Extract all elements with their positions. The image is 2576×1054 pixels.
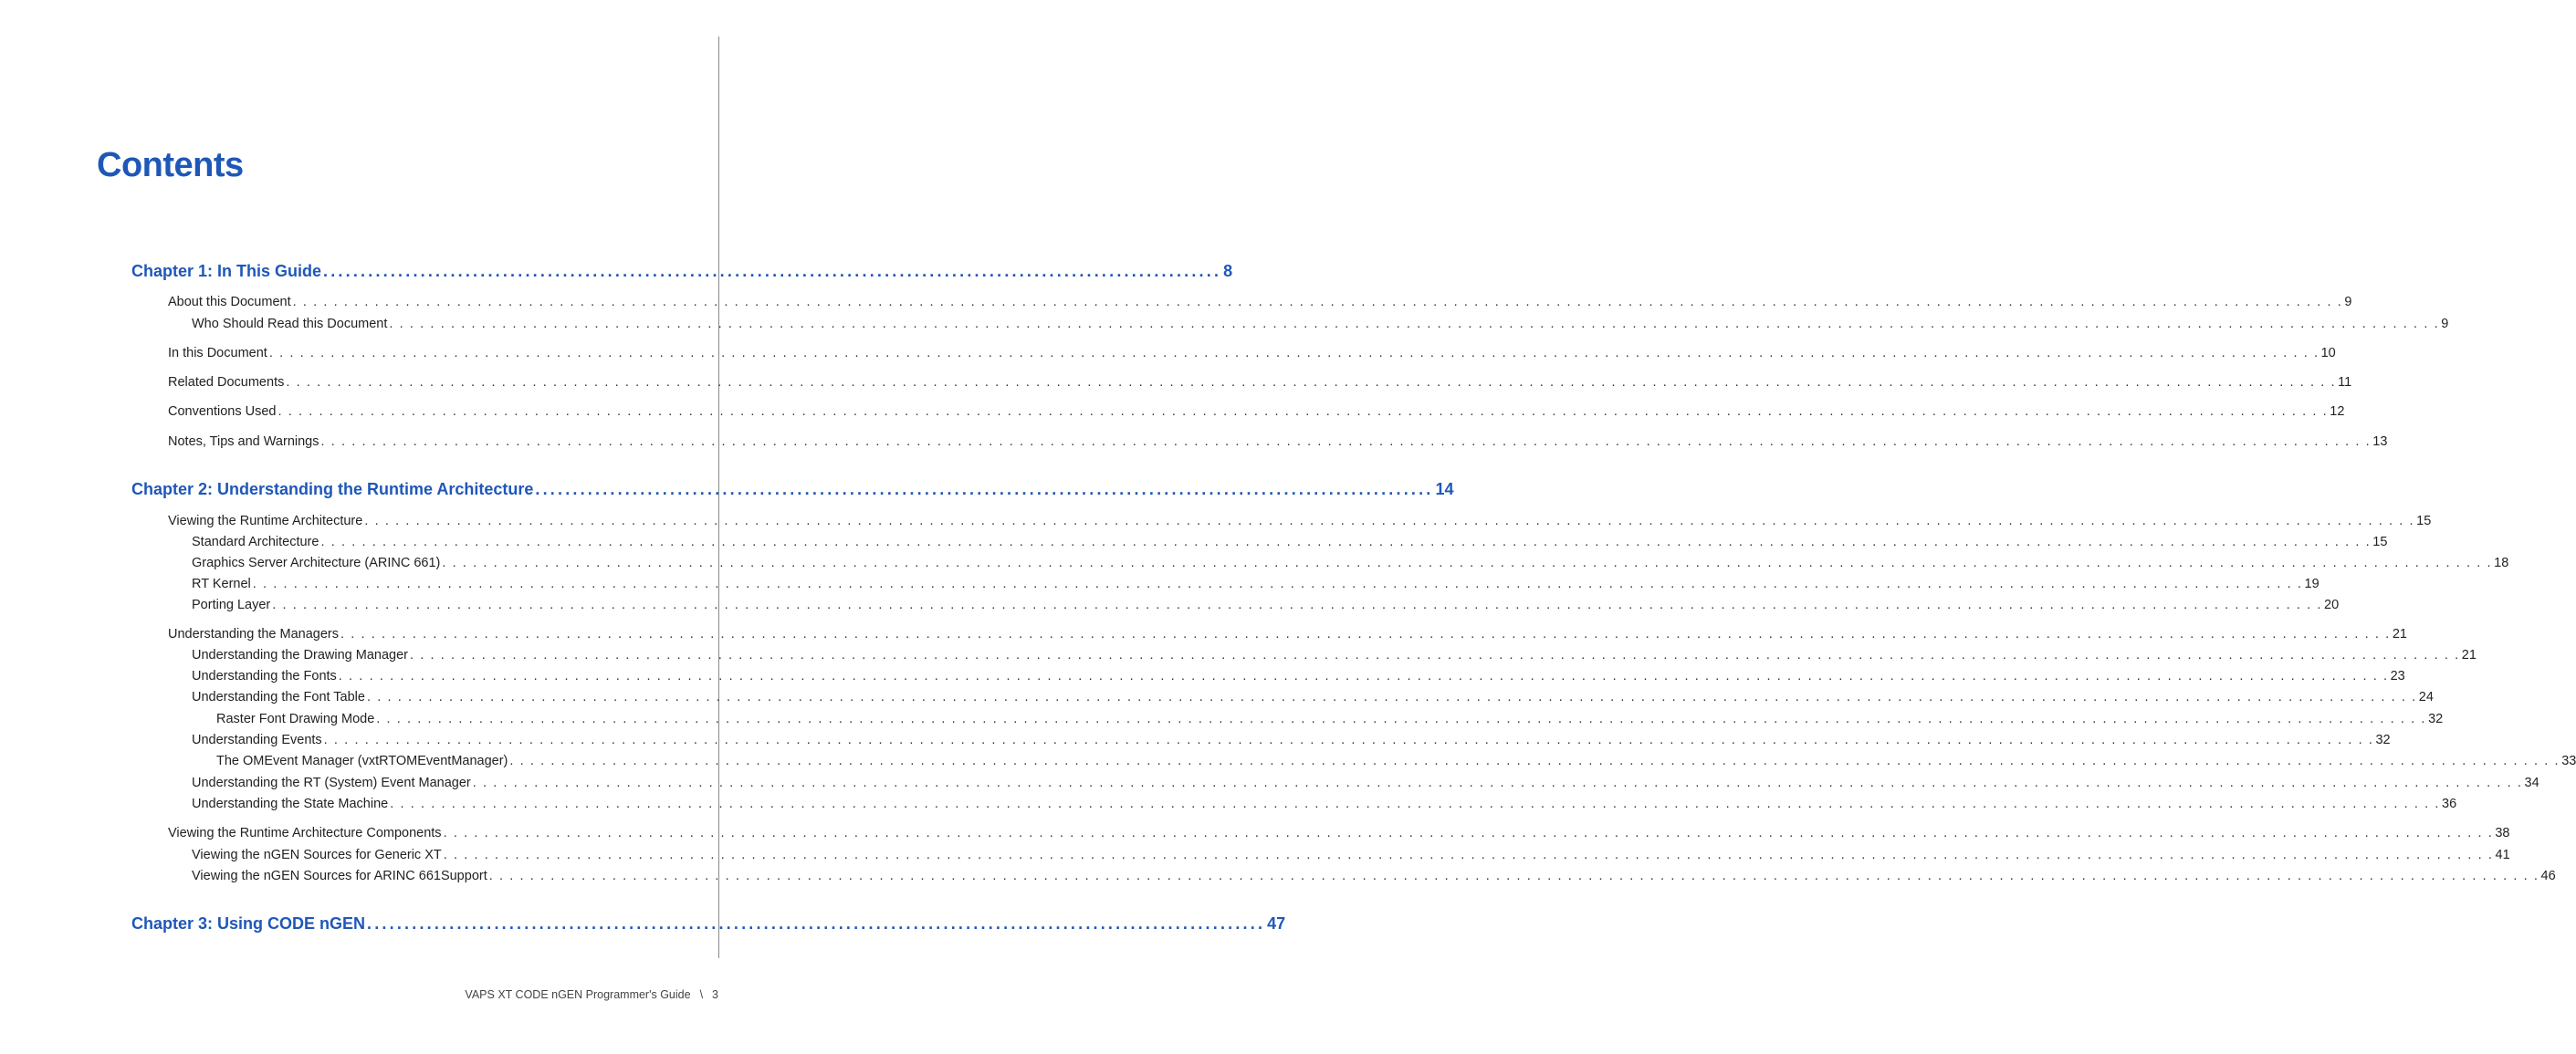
dot-leader: . . . . . . . . . . . . . . . . . . . . . . . . . . . . . . . . . . . . . . . . . . . . . . . . . . . . . . . . . . . . . . . . . . . . . . . . . . . . . . . . . . . . . . . . . . . . . . . . . . . . . . . . . . . . . . . . . . . . . . . . . . . . . . . . . . . . . . . . . . . . . . . . . . . . . . . . . . . . . . . . . . . . . . . . . . . . . . . . . . . . . . . . . . . . . . . . . . . . . . . .: [472, 776, 2523, 790]
toc-page-number: 38: [2495, 826, 2510, 840]
toc-entry-link[interactable]: [168, 434, 2388, 453]
dot-leader: . . . . . . . . . . . . . . . . . . . . . . . . . . . . . . . . . . . . . . . . . . . . . . . . . . . . . . . . . . . . . . . . . . . . . . . . . . . . . . . . . . . . . . . . . . . . . . . . . . . . . . . . . . . . . . . . . . . . . . . . . . . . . . . . . . . . . . . . . . . . . . . . . . . . . . . . . . . . . . . . . . . . . . . . . . . . . . . . . . . . . . . . . . . . . . . . . . . . . . . .: [509, 754, 2560, 768]
toc-entry-label: Understanding Events: [192, 733, 322, 747]
toc-page-number: 19: [2304, 577, 2319, 591]
toc-entry-link[interactable]: [168, 826, 2510, 844]
dot-leader: . . . . . . . . . . . . . . . . . . . . . . . . . . . . . . . . . . . . . . . . . . . . . . . . . . . . . . . . . . . . . . . . . . . . . . . . . . . . . . . . . . . . . . . . . . . . . . . . . . . . . . . . . . . . . . . . . . . . . . . . . . . . . . . . . . . . . . . . . . . . . . . . . . . . . . . . . . . . . . . . . . . . . . . . . . . . . . . . . . . . . . . . . . . . . . . . . . . . . . . .: [338, 669, 2389, 684]
toc-entry-label: Chapter 3: Using CODE nGEN: [131, 914, 366, 933]
dot-leader: . . . . . . . . . . . . . . . . . . . . . . . . . . . . . . . . . . . . . . . . . . . . . . . . . . . . . . . . . . . . . . . . . . . . . . . . . . . . . . . . . . . . . . . . . . . . . . . . . . . . . . . . . . . . . . . . . . . . . . . . . . . . . . . . . . . . . . . . . . . . . . . . . . . . . . . . . . . . . . . . . . . . . . . . . . . . . . . . . . . . . . . . . . . . . . . . . . . . . . . .: [366, 690, 2417, 704]
toc-entry-label: Standard Architecture: [192, 535, 319, 549]
toc-page-number: 9: [2441, 317, 2449, 331]
dot-leader: . . . . . . . . . . . . . . . . . . . . . . . . . . . . . . . . . . . . . . . . . . . . . . . . . . . . . . . . . . . . . . . . . . . . . . . . . . . . . . . . . . . . . . . . . . . . . . . . . . . . . . . . . . . . . . . . . . . . . . . . . . . . . . . . . . . . . . . . . . . . . . . . . . . . . . . . . . . . . . . . . . . . . . . . . . . . . . . . . . . . . . . . . . . . . . . . . . . . . . . .: [272, 598, 2323, 612]
toc-page-number: 21: [2461, 648, 2477, 663]
dot-leader: . . . . . . . . . . . . . . . . . . . . . . . . . . . . . . . . . . . . . . . . . . . . . . . . . . . . . . . . . . . . . . . . . . . . . . . . . . . . . . . . . . . . . . . . . . . . . . . . . . . . . . . . . . . . . . . . . . . . . . . . . . . . . . . . . . . . . . . . . . . . . . . . . . . . . . . . . . . . . . . . . . . . . . . . . . . . . . . . . . . . . . . . . . . . . . . . . . . . . . . .: [286, 375, 2337, 390]
toc-entry-link[interactable]: [192, 535, 2388, 553]
toc-entry-link[interactable]: [168, 404, 2345, 423]
toc-page-number: 18: [2494, 556, 2509, 570]
dot-leader: . . . . . . . . . . . . . . . . . . . . . . . . . . . . . . . . . . . . . . . . . . . . . . . . . . . . . . . . . . . . . . . . . . . . . . . . . . . . . . . . . . . . . . . . . . . . . . . . . . . . . . . . . . . . . . . . . . . . . . . . . . . . . . . . . . . . . . . . . . . . . . . . . . . . . . . . . . . . . . . . . . . . . . . . . . . . . . . . . . . . . . . . . . . . . . . . . . . . . . . .: [364, 514, 2415, 528]
dot-leader: ........................................................................................................................: [323, 262, 1222, 280]
toc-entry-link[interactable]: [192, 776, 2539, 794]
toc-entry-link[interactable]: [192, 797, 2457, 815]
dot-leader: . . . . . . . . . . . . . . . . . . . . . . . . . . . . . . . . . . . . . . . . . . . . . . . . . . . . . . . . . . . . . . . . . . . . . . . . . . . . . . . . . . . . . . . . . . . . . . . . . . . . . . . . . . . . . . . . . . . . . . . . . . . . . . . . . . . . . . . . . . . . . . . . . . . . . . . . . . . . . . . . . . . . . . . . . . . . . . . . . . . . . . . . . . . . . . . . . . . . . . . .: [390, 797, 2441, 811]
toc-entry-label: Understanding the Managers: [168, 627, 340, 642]
toc-entry-label: Chapter 2: Understanding the Runtime Architecture: [131, 480, 534, 498]
dot-leader: . . . . . . . . . . . . . . . . . . . . . . . . . . . . . . . . . . . . . . . . . . . . . . . . . . . . . . . . . . . . . . . . . . . . . . . . . . . . . . . . . . . . . . . . . . . . . . . . . . . . . . . . . . . . . . . . . . . . . . . . . . . . . . . . . . . . . . . . . . . . . . . . . . . . . . . . . . . . . . . . . . . . . . . . . . . . . . . . . . . . . . . . . . . . . . . . . . . . . . . .: [443, 848, 2494, 862]
toc-entry-link[interactable]: [168, 346, 2336, 364]
dot-leader: . . . . . . . . . . . . . . . . . . . . . . . . . . . . . . . . . . . . . . . . . . . . . . . . . . . . . . . . . . . . . . . . . . . . . . . . . . . . . . . . . . . . . . . . . . . . . . . . . . . . . . . . . . . . . . . . . . . . . . . . . . . . . . . . . . . . . . . . . . . . . . . . . . . . . . . . . . . . . . . . . . . . . . . . . . . . . . . . . . . . . . . . . . . . . . . . . . . . . . . .: [292, 295, 2343, 309]
dot-leader: ........................................................................................................................: [367, 914, 1266, 933]
toc-entry-label: Conventions Used: [168, 404, 277, 419]
toc-entry-link[interactable]: [192, 556, 2509, 574]
dot-leader: . . . . . . . . . . . . . . . . . . . . . . . . . . . . . . . . . . . . . . . . . . . . . . . . . . . . . . . . . . . . . . . . . . . . . . . . . . . . . . . . . . . . . . . . . . . . . . . . . . . . . . . . . . . . . . . . . . . . . . . . . . . . . . . . . . . . . . . . . . . . . . . . . . . . . . . . . . . . . . . . . . . . . . . . . . . . . . . . . . . . . . . . . . . . . . . . . . . . . . . .: [340, 627, 2391, 642]
footer-doc-title: VAPS XT CODE nGEN Programmer's Guide: [465, 988, 691, 1001]
toc-entry-label: Understanding the State Machine: [192, 797, 389, 811]
toc-entry-label: Understanding the RT (System) Event Manager: [192, 776, 471, 790]
dot-leader: . . . . . . . . . . . . . . . . . . . . . . . . . . . . . . . . . . . . . . . . . . . . . . . . . . . . . . . . . . . . . . . . . . . . . . . . . . . . . . . . . . . . . . . . . . . . . . . . . . . . . . . . . . . . . . . . . . . . . . . . . . . . . . . . . . . . . . . . . . . . . . . . . . . . . . . . . . . . . . . . . . . . . . . . . . . . . . . . . . . . . . . . . . . . . . . . . . . . . . . .: [323, 733, 2374, 747]
toc-page-number: 32: [2428, 712, 2444, 726]
toc-entry-link[interactable]: [192, 848, 2510, 866]
toc-page-number: 24: [2418, 690, 2434, 704]
toc-page-number: 23: [2390, 669, 2405, 684]
toc-page-number: 33: [2561, 754, 2576, 768]
dot-leader: . . . . . . . . . . . . . . . . . . . . . . . . . . . . . . . . . . . . . . . . . . . . . . . . . . . . . . . . . . . . . . . . . . . . . . . . . . . . . . . . . . . . . . . . . . . . . . . . . . . . . . . . . . . . . . . . . . . . . . . . . . . . . . . . . . . . . . . . . . . . . . . . . . . . . . . . . . . . . . . . . . . . . . . . . . . . . . . . . . . . . . . . . . . . . . . . . . . . . . . .: [320, 535, 2372, 549]
toc-entry-label: Viewing the nGEN Sources for Generic XT: [192, 848, 442, 862]
toc-page-number: 11: [2338, 375, 2352, 390]
page-title: Contents: [97, 146, 244, 184]
toc-entry-link[interactable]: [192, 577, 2319, 595]
dot-leader: . . . . . . . . . . . . . . . . . . . . . . . . . . . . . . . . . . . . . . . . . . . . . . . . . . . . . . . . . . . . . . . . . . . . . . . . . . . . . . . . . . . . . . . . . . . . . . . . . . . . . . . . . . . . . . . . . . . . . . . . . . . . . . . . . . . . . . . . . . . . . . . . . . . . . . . . . . . . . . . . . . . . . . . . . . . . . . . . . . . . . . . . . . . . . . . . . . . . . . . .: [442, 556, 2493, 570]
toc-entry-link[interactable]: [168, 295, 2352, 313]
toc-page-number: 34: [2524, 776, 2539, 790]
page-footer: [465, 988, 718, 1001]
toc-chapter-link[interactable]: [131, 262, 1233, 284]
toc-page-number: 14: [1435, 480, 1454, 498]
toc-entry-label: Understanding the Font Table: [192, 690, 365, 704]
toc-entry-label: Related Documents: [168, 375, 285, 390]
toc-entry-label: Understanding the Drawing Manager: [192, 648, 408, 663]
toc-page-number: 46: [2540, 869, 2556, 883]
toc-entry-link[interactable]: [168, 514, 2432, 532]
toc-page-number: 8: [1223, 262, 1233, 280]
toc-entry-link[interactable]: [216, 754, 2576, 772]
footer-page-number: 3: [712, 988, 718, 1001]
dot-leader: . . . . . . . . . . . . . . . . . . . . . . . . . . . . . . . . . . . . . . . . . . . . . . . . . . . . . . . . . . . . . . . . . . . . . . . . . . . . . . . . . . . . . . . . . . . . . . . . . . . . . . . . . . . . . . . . . . . . . . . . . . . . . . . . . . . . . . . . . . . . . . . . . . . . . . . . . . . . . . . . . . . . . . . . . . . . . . . . . . . . . . . . . . . . . . . . . . . . . . . .: [320, 434, 2372, 449]
toc-entry-link[interactable]: [192, 733, 2391, 751]
dot-leader: . . . . . . . . . . . . . . . . . . . . . . . . . . . . . . . . . . . . . . . . . . . . . . . . . . . . . . . . . . . . . . . . . . . . . . . . . . . . . . . . . . . . . . . . . . . . . . . . . . . . . . . . . . . . . . . . . . . . . . . . . . . . . . . . . . . . . . . . . . . . . . . . . . . . . . . . . . . . . . . . . . . . . . . . . . . . . . . . . . . . . . . . . . . . . . . . . . . . . . . .: [268, 346, 2319, 360]
toc-page-number: 15: [2372, 535, 2388, 549]
toc-page-number: 13: [2372, 434, 2388, 449]
toc-page-number: 32: [2375, 733, 2391, 747]
toc-entry-label: In this Document: [168, 346, 267, 360]
toc-entry-link[interactable]: [192, 669, 2405, 687]
dot-leader: . . . . . . . . . . . . . . . . . . . . . . . . . . . . . . . . . . . . . . . . . . . . . . . . . . . . . . . . . . . . . . . . . . . . . . . . . . . . . . . . . . . . . . . . . . . . . . . . . . . . . . . . . . . . . . . . . . . . . . . . . . . . . . . . . . . . . . . . . . . . . . . . . . . . . . . . . . . . . . . . . . . . . . . . . . . . . . . . . . . . . . . . . . . . . . . . . . . . . . . .: [252, 577, 2303, 591]
toc-entry-link[interactable]: [192, 648, 2477, 666]
toc-entry-label: Viewing the Runtime Architecture Components: [168, 826, 442, 840]
toc-entry-label: Chapter 1: In This Guide: [131, 262, 322, 280]
dot-leader: . . . . . . . . . . . . . . . . . . . . . . . . . . . . . . . . . . . . . . . . . . . . . . . . . . . . . . . . . . . . . . . . . . . . . . . . . . . . . . . . . . . . . . . . . . . . . . . . . . . . . . . . . . . . . . . . . . . . . . . . . . . . . . . . . . . . . . . . . . . . . . . . . . . . . . . . . . . . . . . . . . . . . . . . . . . . . . . . . . . . . . . . . . . . . . . . . . . . . . . .: [443, 826, 2494, 840]
toc-chapter-link[interactable]: [131, 480, 1454, 502]
toc-entry-label: About this Document: [168, 295, 291, 309]
toc-entry-link[interactable]: [192, 598, 2340, 616]
toc-entry-label: Understanding the Fonts: [192, 669, 337, 684]
toc-chapter-link[interactable]: [131, 914, 1286, 936]
toc-entry-label: Raster Font Drawing Mode: [216, 712, 375, 726]
toc-page-number: 21: [2392, 627, 2407, 642]
dot-leader: . . . . . . . . . . . . . . . . . . . . . . . . . . . . . . . . . . . . . . . . . . . . . . . . . . . . . . . . . . . . . . . . . . . . . . . . . . . . . . . . . . . . . . . . . . . . . . . . . . . . . . . . . . . . . . . . . . . . . . . . . . . . . . . . . . . . . . . . . . . . . . . . . . . . . . . . . . . . . . . . . . . . . . . . . . . . . . . . . . . . . . . . . . . . . . . . . . . . . . . .: [488, 869, 2539, 883]
toc-entry-link[interactable]: [168, 375, 2352, 393]
toc-entry-label: Graphics Server Architecture (ARINC 661): [192, 556, 441, 570]
toc-entry-label: The OMEvent Manager (vxtRTOMEventManager): [216, 754, 508, 768]
toc-page-number: 12: [2330, 404, 2345, 419]
toc-entry-link[interactable]: [192, 317, 2449, 335]
dot-leader: . . . . . . . . . . . . . . . . . . . . . . . . . . . . . . . . . . . . . . . . . . . . . . . . . . . . . . . . . . . . . . . . . . . . . . . . . . . . . . . . . . . . . . . . . . . . . . . . . . . . . . . . . . . . . . . . . . . . . . . . . . . . . . . . . . . . . . . . . . . . . . . . . . . . . . . . . . . . . . . . . . . . . . . . . . . . . . . . . . . . . . . . . . . . . . . . . . . . . . . .: [277, 404, 2329, 419]
toc-page-number: 41: [2495, 848, 2510, 862]
toc-entry-link[interactable]: [216, 712, 2444, 730]
toc-entry-link[interactable]: [168, 627, 2407, 645]
toc-entry-label: Viewing the Runtime Architecture: [168, 514, 363, 528]
toc-entry-label: Who Should Read this Document: [192, 317, 388, 331]
toc-page-number: 20: [2324, 598, 2340, 612]
toc-entry-link[interactable]: [192, 869, 2556, 887]
dot-leader: . . . . . . . . . . . . . . . . . . . . . . . . . . . . . . . . . . . . . . . . . . . . . . . . . . . . . . . . . . . . . . . . . . . . . . . . . . . . . . . . . . . . . . . . . . . . . . . . . . . . . . . . . . . . . . . . . . . . . . . . . . . . . . . . . . . . . . . . . . . . . . . . . . . . . . . . . . . . . . . . . . . . . . . . . . . . . . . . . . . . . . . . . . . . . . . . . . . . . . . .: [389, 317, 2440, 331]
dot-leader: . . . . . . . . . . . . . . . . . . . . . . . . . . . . . . . . . . . . . . . . . . . . . . . . . . . . . . . . . . . . . . . . . . . . . . . . . . . . . . . . . . . . . . . . . . . . . . . . . . . . . . . . . . . . . . . . . . . . . . . . . . . . . . . . . . . . . . . . . . . . . . . . . . . . . . . . . . . . . . . . . . . . . . . . . . . . . . . . . . . . . . . . . . . . . . . . . . . . . . . .: [409, 648, 2460, 663]
toc-page-number: 15: [2416, 514, 2432, 528]
footer-separator: \: [699, 988, 704, 1001]
toc-entry-label: Notes, Tips and Warnings: [168, 434, 319, 449]
dot-leader: . . . . . . . . . . . . . . . . . . . . . . . . . . . . . . . . . . . . . . . . . . . . . . . . . . . . . . . . . . . . . . . . . . . . . . . . . . . . . . . . . . . . . . . . . . . . . . . . . . . . . . . . . . . . . . . . . . . . . . . . . . . . . . . . . . . . . . . . . . . . . . . . . . . . . . . . . . . . . . . . . . . . . . . . . . . . . . . . . . . . . . . . . . . . . . . . . . . . . . . .: [376, 712, 2427, 726]
toc-page-number: 36: [2442, 797, 2457, 811]
toc-page-number: 47: [1267, 914, 1286, 933]
toc-entry-label: Viewing the nGEN Sources for ARINC 661Support: [192, 869, 487, 883]
toc-entry-link[interactable]: [192, 690, 2434, 708]
toc-entry-label: RT Kernel: [192, 577, 251, 591]
toc-entry-label: Porting Layer: [192, 598, 271, 612]
dot-leader: ........................................................................................................................: [535, 480, 1434, 498]
toc-page-number: 9: [2344, 295, 2352, 309]
toc-page-number: 10: [2320, 346, 2336, 360]
